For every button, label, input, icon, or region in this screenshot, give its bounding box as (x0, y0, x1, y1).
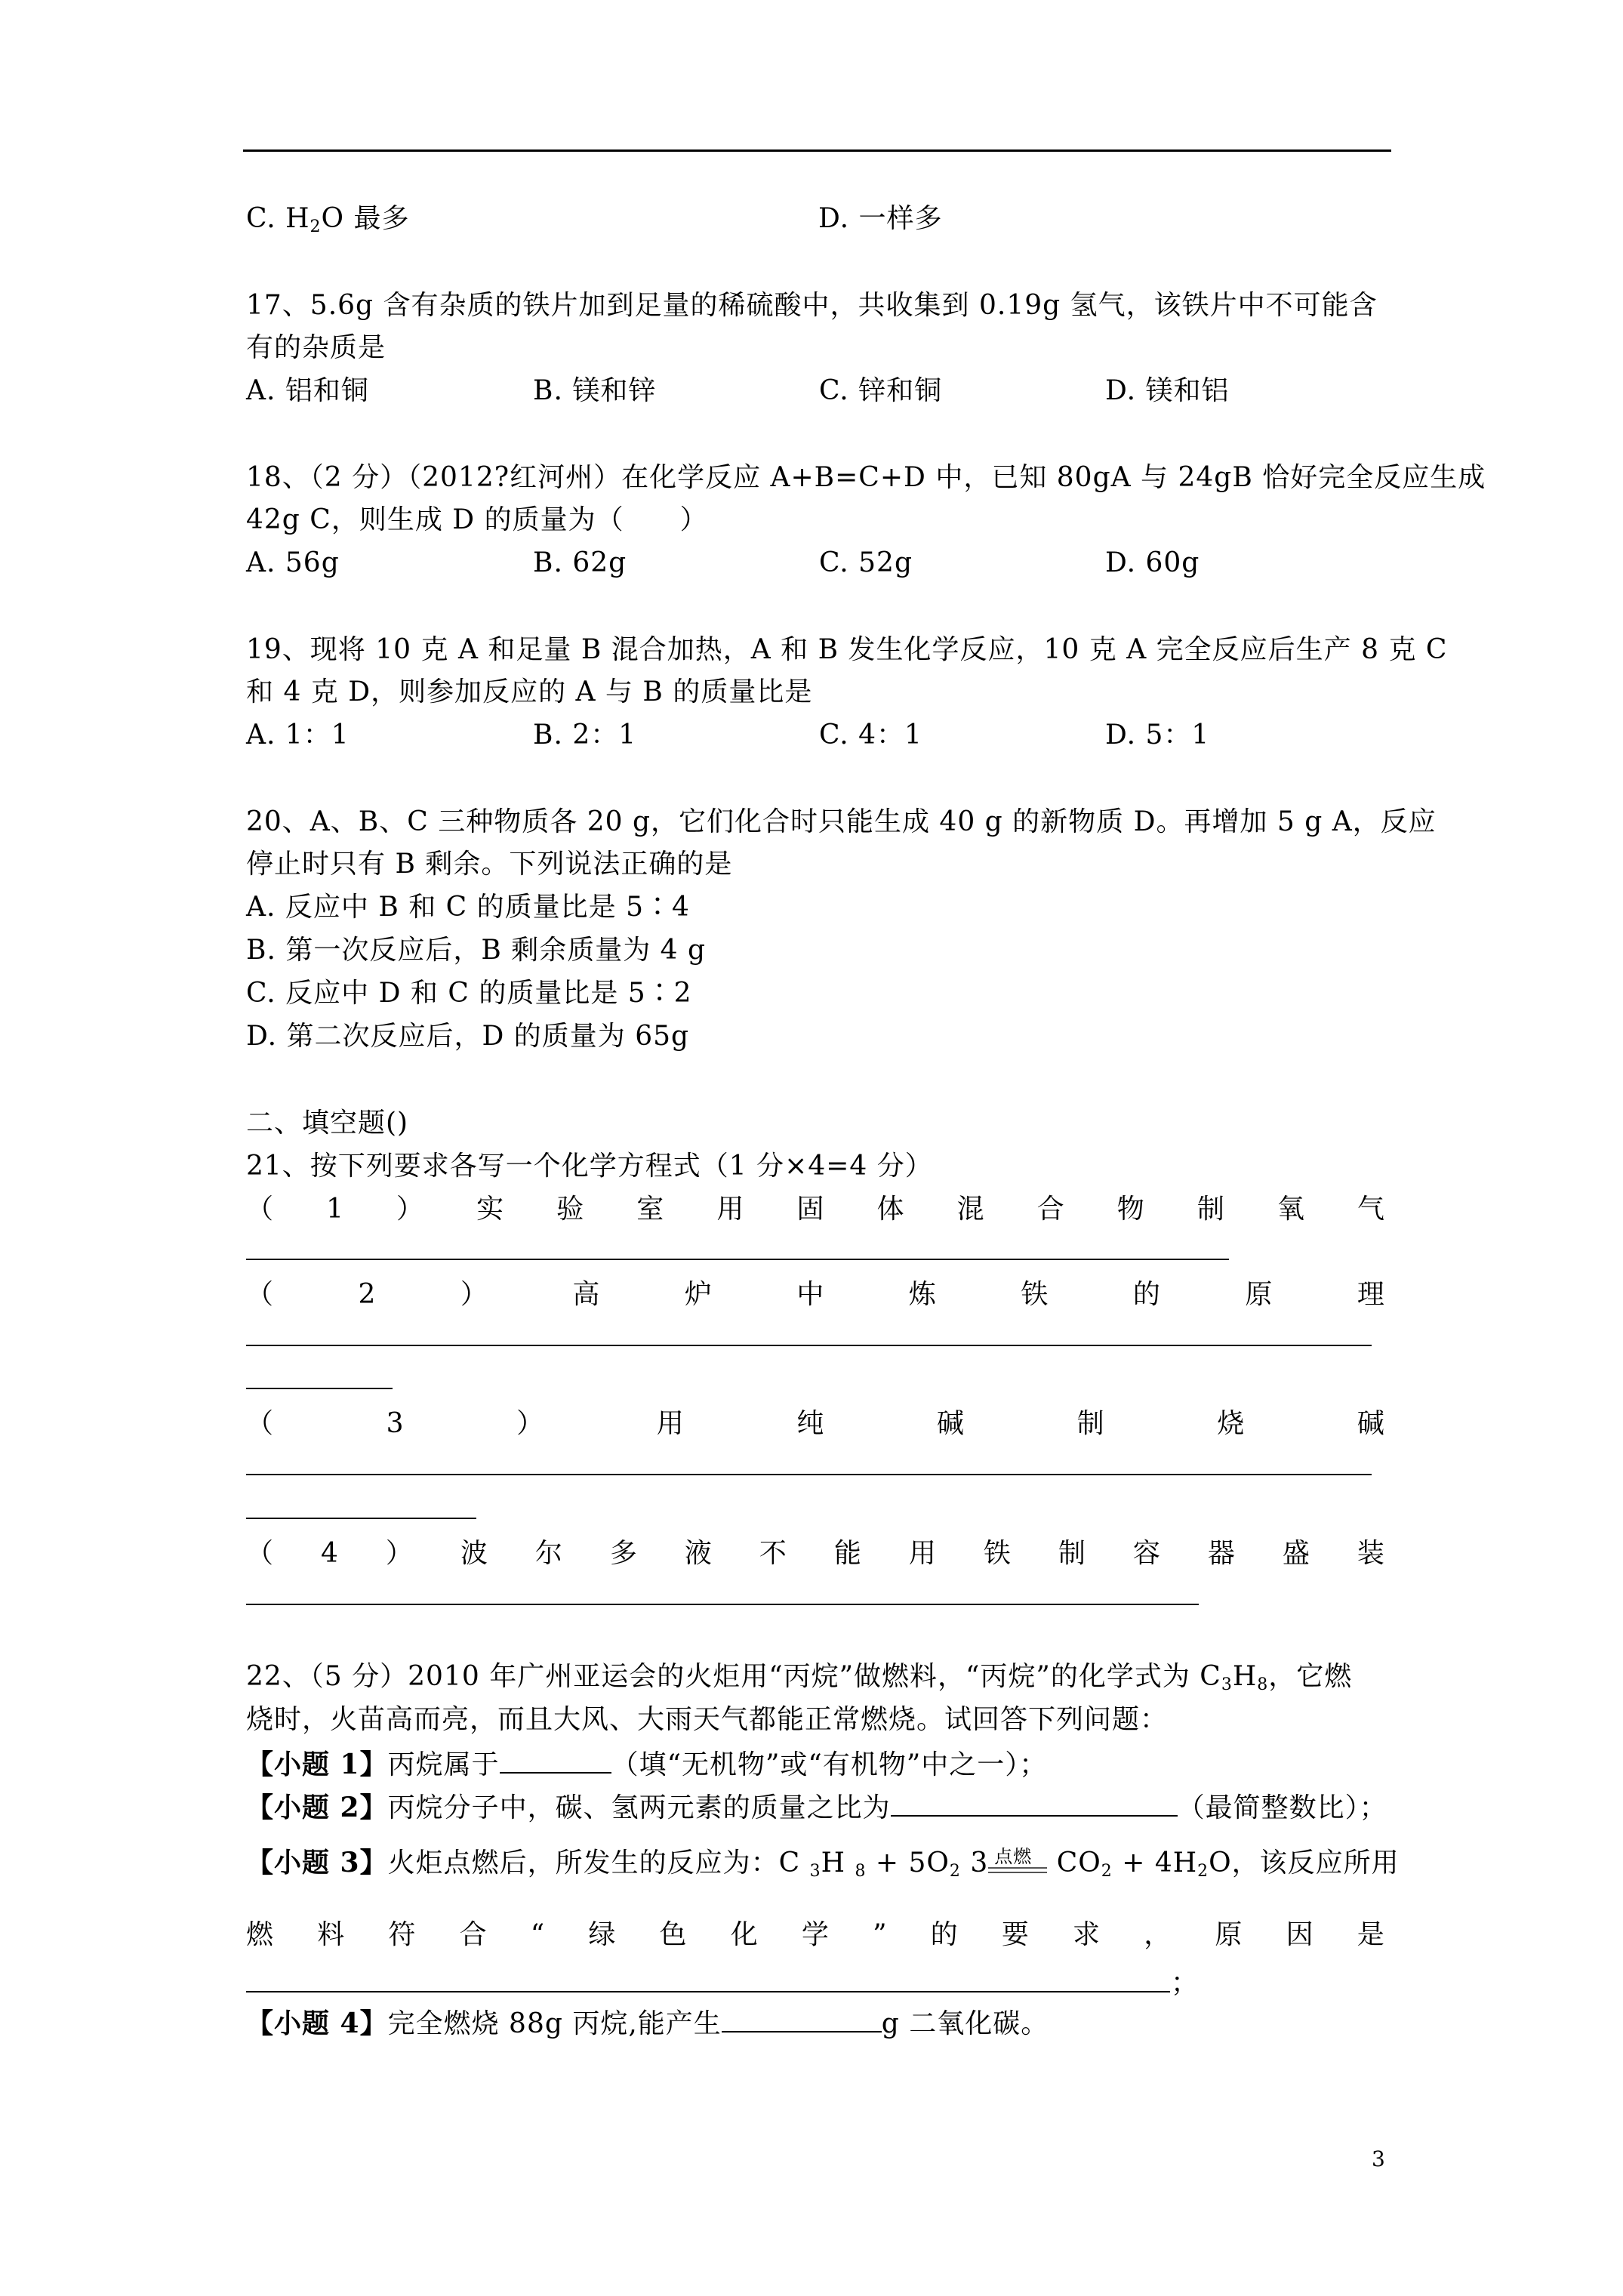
q22-sub1-tag: 【小题 1】 (246, 1749, 388, 1780)
q21-item4-char: 铁 (983, 1538, 1011, 1569)
q18-stem-line2: 42g C，则生成 D 的质量为（ ） (246, 504, 708, 535)
q21-item3-char: 碱 (937, 1408, 965, 1439)
q22-sub3-line2-char: 料 (317, 1919, 345, 1950)
q21-intro: 21、按下列要求各写一个化学方程式（1 分×4=4 分） (246, 1151, 933, 1182)
q22-sub3-line2-char: 燃 (246, 1919, 274, 1950)
q21-item4-char: 用 (908, 1538, 936, 1569)
q17-option-c: C. 锌和铜 (819, 375, 943, 406)
q22-sub3-line2-char: 学 (801, 1919, 829, 1950)
q21-item2-char: （ (246, 1279, 274, 1310)
q17-option-d: D. 镁和铝 (1105, 375, 1230, 406)
q21-item4-char: 尔 (534, 1538, 562, 1569)
section-title: 二、填空题() (246, 1108, 409, 1139)
q21-item2-char: 原 (1245, 1279, 1273, 1310)
q22-sub3-line2 (246, 1919, 1384, 1950)
q21-item2-char: 的 (1132, 1279, 1160, 1310)
page-number: 3 (1372, 2147, 1385, 2171)
q19-option-c: C. 4：1 (819, 720, 922, 750)
q21-item2-text (246, 1281, 1384, 1308)
q21-item4-char: 制 (1058, 1538, 1086, 1569)
q21-item2-char: 高 (572, 1279, 600, 1310)
q21-item3-char: 制 (1076, 1408, 1104, 1439)
q21-item1-char: 室 (636, 1194, 664, 1225)
q21-item3-char: 用 (656, 1408, 684, 1439)
q16-option-d: D. 一样多 (818, 203, 943, 234)
q22-sub3-line2-char: 求 (1073, 1919, 1101, 1950)
q22-sub3-line2-char: 绿 (588, 1919, 616, 1950)
q21-item2-answer-line-2[interactable] (246, 1388, 393, 1389)
q21-item1-char: 制 (1196, 1194, 1224, 1225)
q22-sub2: 【小题 2】丙烷分子中，碳、氢两元素的质量之比为 （最简整数比）； (246, 1792, 1387, 1823)
q17-option-b: B. 镁和锌 (533, 375, 657, 406)
q21-item3-char: 纯 (796, 1408, 824, 1439)
q19-option-a: A. 1：1 (246, 720, 350, 750)
q22-sub3-line2-char: 要 (1001, 1919, 1029, 1950)
q22-sub2-tag: 【小题 2】 (246, 1792, 388, 1823)
q17-stem-line1: 17、5.6g 含有杂质的铁片加到足量的稀硫酸中，共收集到 0.19g 氢气，该铁片中不可能含 (246, 290, 1378, 321)
q21-item1-char: 1 (326, 1194, 343, 1225)
q21-item4-char: 容 (1132, 1538, 1160, 1569)
q22-sub3-line2-char: 合 (459, 1919, 487, 1950)
q21-item2-char: 炉 (684, 1279, 712, 1310)
header-rule (243, 149, 1391, 152)
q20-option-c: C. 反应中 D 和 C 的质量比是 5∶2 (246, 978, 692, 1009)
q22-sub3-line2-char: 的 (930, 1919, 958, 1950)
q21-item1-char: 物 (1116, 1194, 1144, 1225)
q21-item4-char: 能 (833, 1538, 861, 1569)
q22-sub1: 【小题 1】丙烷属于 （填“无机物”或“有机物”中之一）； (246, 1749, 1048, 1780)
q21-item3-answer-line-2[interactable] (246, 1518, 476, 1519)
q21-item4-char: （ (246, 1538, 274, 1569)
q21-item4-char: 4 (321, 1538, 338, 1569)
q21-item4-char: 器 (1207, 1538, 1235, 1569)
q22-sub3-tag: 【小题 3】 (246, 1847, 388, 1878)
q17-stem-line2: 有的杂质是 (246, 332, 387, 363)
q18-option-a: A. 56g (246, 547, 340, 578)
q18-option-d: D. 60g (1105, 547, 1200, 578)
q21-item4-char: 装 (1357, 1538, 1384, 1569)
q22-sub3-line2-char: 因 (1286, 1919, 1313, 1950)
q21-item4-char: 液 (684, 1538, 712, 1569)
q18-option-b: B. 62g (533, 547, 627, 578)
q20-option-a: A. 反应中 B 和 C 的质量比是 5∶4 (246, 892, 690, 923)
q21-item1-char: 气 (1357, 1194, 1384, 1225)
q21-item1-char: 验 (556, 1194, 584, 1225)
q18-stem-line1: 18、（2 分）（2012?红河州）在化学反应 A+B=C+D 中，已知 80gA 与 24gB 恰好完全反应生成 (246, 462, 1486, 493)
q19-stem-line2: 和 4 克 D，则参加反应的 A 与 B 的质量比是 (246, 676, 813, 707)
q21-item1-char: 实 (476, 1194, 504, 1225)
q21-item1-char: ） (396, 1194, 424, 1225)
q21-item4-char: ） (385, 1538, 413, 1569)
q21-item3-char: （ (246, 1408, 274, 1439)
q21-item3-char: 3 (386, 1408, 404, 1439)
q21-item4-char: 波 (460, 1538, 488, 1569)
q22-sub3-line2-char: “ (530, 1919, 545, 1950)
q21-item3-char: 碱 (1357, 1408, 1384, 1439)
q22-sub3-end: ； (1171, 1968, 1200, 1999)
q22-sub4: 【小题 4】完全燃烧 88g 丙烷,能产生 g 二氧化碳。 (246, 2008, 1049, 2039)
q21-item3-answer-line[interactable] (246, 1474, 1372, 1475)
q21-item2-char: 中 (796, 1279, 824, 1310)
q21-item1-text (246, 1196, 1384, 1223)
q22-stem-line2: 烧时，火苗高而亮，而且大风、大雨天气都能正常燃烧。试回答下列问题： (246, 1704, 1169, 1735)
q21-item1-char: 用 (716, 1194, 744, 1225)
q22-sub4-tag: 【小题 4】 (246, 2008, 388, 2039)
q21-item1-char: 体 (876, 1194, 904, 1225)
q22-sub1-blank[interactable] (500, 1749, 611, 1774)
q21-item2-answer-line[interactable] (246, 1345, 1372, 1346)
q21-item1-char: 混 (956, 1194, 984, 1225)
q22-sub2-blank[interactable] (891, 1792, 1178, 1817)
q21-item2-char: 炼 (908, 1279, 936, 1310)
q19-options (246, 722, 1209, 749)
q21-item4-char: 盛 (1282, 1538, 1310, 1569)
q17-option-a: A. 铝和铜 (246, 375, 369, 406)
q22-sub3-line2-char: 是 (1357, 1919, 1384, 1950)
q16-option-c: C. $H_2O$ 最多 (246, 203, 410, 236)
q21-item2-char: 2 (358, 1279, 376, 1310)
q22-sub3-line2-char: ， (1144, 1919, 1172, 1950)
q20-stem-line2: 停止时只有 B 剩余。下列说法正确的是 (246, 849, 733, 880)
q21-item1-answer-line[interactable] (246, 1259, 1229, 1260)
q22-sub3-line2-char: ” (873, 1919, 887, 1950)
q22-sub3-line2-char: 原 (1215, 1919, 1243, 1950)
q21-item2-char: ） (460, 1279, 488, 1310)
q17-options (246, 375, 1230, 406)
q16-options (246, 205, 942, 236)
q21-item4-text (246, 1540, 1384, 1567)
q18-options (246, 547, 1200, 578)
q19-stem-line1: 19、现将 10 克 A 和足量 B 混合加热，A 和 B 发生化学反应，10 克 A 完全反应后生产 8 克 C (246, 634, 1448, 665)
q21-item2-char: 理 (1357, 1279, 1384, 1310)
q22-stem-line1: 22、（5 分）2010 年广州亚运会的火炬用“丙烷”做燃料，“丙烷”的化学式为 $C_3H_8$，它燃 (246, 1661, 1353, 1694)
q21-item4-char: 不 (759, 1538, 787, 1569)
q22-sub4-blank[interactable] (722, 2008, 882, 2032)
reaction-condition-mark: 点燃 (988, 1849, 1047, 1876)
q22-sub3-line1: 【小题 3】火炬点燃后，所发生的反应为：C $_3$H $_8 + 5O_2$ 3 点燃 $CO_2 + 4H_2O$，该反应所用 (246, 1846, 1400, 1881)
q22-sub3-line2-char: 符 (388, 1919, 416, 1950)
q21-item1-char: 氧 (1277, 1194, 1304, 1225)
q21-item2-char: 铁 (1021, 1279, 1049, 1310)
q21-item1-char: 固 (796, 1194, 824, 1225)
q21-item1-char: 合 (1036, 1194, 1064, 1225)
q20-stem-line1: 20、A、B、C 三种物质各 20 g，它们化合时只能生成 40 g 的新物质 D。再增加 5 g A，反应 (246, 806, 1437, 837)
q21-item1-char: （ (246, 1194, 274, 1225)
q19-option-b: B. 2：1 (533, 720, 637, 750)
q20-option-b: B. 第一次反应后，B 剩余质量为 4 g (246, 935, 707, 966)
q20-option-d: D. 第二次反应后，D 的质量为 65g (246, 1021, 690, 1052)
q18-option-c: C. 52g (819, 547, 913, 578)
q21-item3-text (246, 1410, 1384, 1438)
q21-item3-char: ） (516, 1408, 544, 1439)
q22-sub3-line2-char: 化 (730, 1919, 758, 1950)
q21-item3-char: 烧 (1217, 1408, 1245, 1439)
q21-item4-char: 多 (609, 1538, 637, 1569)
q21-item4-answer-line[interactable] (246, 1604, 1199, 1605)
q19-option-d: D. 5：1 (1105, 720, 1210, 750)
q22-sub3-line2-char: 色 (659, 1919, 687, 1950)
q22-sub3-answer-line[interactable] (246, 1991, 1170, 1992)
